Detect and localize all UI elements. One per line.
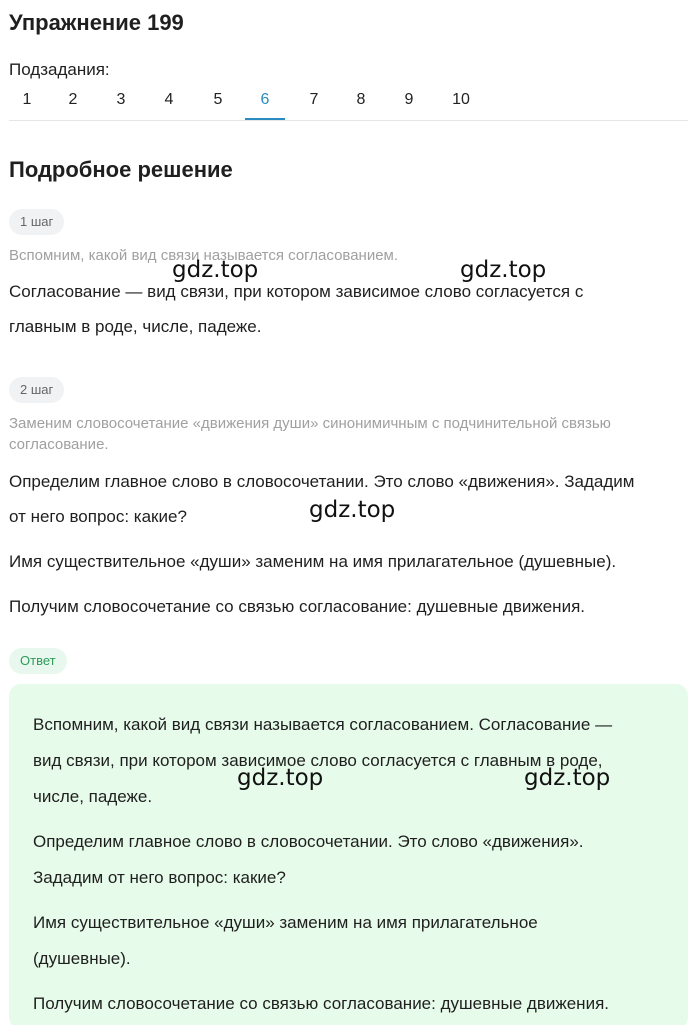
tab-7[interactable]: 7 xyxy=(309,91,319,108)
step-2-p3: Получим словосочетание со связью согласование: душевные движения. xyxy=(9,597,585,616)
step-2-badge: 2 шаг xyxy=(9,377,64,403)
tab-8[interactable]: 8 xyxy=(356,91,366,108)
answer-line-4: Определим главное слово в словосочетании. Это слово «движения». xyxy=(33,832,584,851)
step-1-line-2: главным в роде, числе, падеже. xyxy=(9,317,262,336)
watermark: gdz.top xyxy=(460,257,547,283)
step-2-p1-line-1: Определим главное слово в словосочетании. Это слово «движения». Зададим xyxy=(9,472,635,491)
tab-10[interactable]: 10 xyxy=(452,91,470,108)
answer-line-6: Имя существительное «души» заменим на имя прилагательное xyxy=(33,913,538,932)
step-2-hint-line-1: Заменим словосочетание «движения души» синонимичным с подчинительной связью xyxy=(9,415,611,432)
tab-3[interactable]: 3 xyxy=(116,91,126,108)
answer-line-8: Получим словосочетание со связью согласование: душевные движения. xyxy=(33,994,609,1013)
tab-1[interactable]: 1 xyxy=(22,91,32,108)
tab-9[interactable]: 9 xyxy=(404,91,414,108)
step-2-p2: Имя существительное «души» заменим на имя прилагательное (душевные). xyxy=(9,552,617,571)
watermark: gdz.top xyxy=(237,765,324,791)
step-2-p1-line-2: от него вопрос: какие? xyxy=(9,507,187,526)
answer-line-1: Вспомним, какой вид связи называется согласованием. Согласование — xyxy=(33,715,613,734)
tab-2[interactable]: 2 xyxy=(68,91,78,108)
watermark: gdz.top xyxy=(309,497,396,523)
answer-line-2: вид связи, при котором зависимое слово согласуется с главным в роде, xyxy=(33,751,603,770)
watermark: gdz.top xyxy=(172,257,259,283)
page-title: Упражнение 199 xyxy=(9,10,184,35)
subtask-tabs xyxy=(9,82,688,121)
watermark: gdz.top xyxy=(524,765,611,791)
answer-line-7: (душевные). xyxy=(33,949,131,968)
step-1-badge: 1 шаг xyxy=(9,209,64,235)
solution-title: Подробное решение xyxy=(9,157,233,182)
step-1-hint: Вспомним, какой вид связи называется согласованием. xyxy=(9,247,399,264)
subtasks-label: Подзадания: xyxy=(9,60,110,79)
tab-6[interactable]: 6 xyxy=(245,82,285,120)
answer-line-3: числе, падеже. xyxy=(33,787,153,806)
tab-4[interactable]: 4 xyxy=(164,91,174,108)
answer-badge: Ответ xyxy=(9,648,67,674)
answer-line-5: Зададим от него вопрос: какие? xyxy=(33,868,286,887)
tab-5[interactable]: 5 xyxy=(213,91,223,108)
step-2-hint-line-2: согласование. xyxy=(9,436,109,453)
step-1-line-1: Согласование — вид связи, при котором зависимое слово согласуется с xyxy=(9,282,584,301)
